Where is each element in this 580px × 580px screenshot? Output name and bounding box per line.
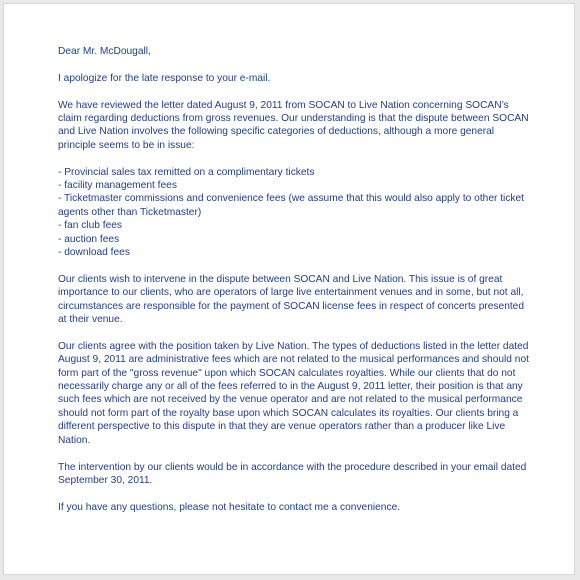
intervene-paragraph: Our clients wish to intervene in the dispute between SOCAN and Live Nation. This issue is of great importance to our clients, who are operators of large live entertainment venues and in some, but not all, circumstances are responsible for the payment of SOCAN license fees in respect of concerts presented at their venue. [58,273,525,326]
deduction-item: - Provincial sales tax remitted on a complimentary tickets [58,166,315,178]
procedure-paragraph: The intervention by our clients would be in accordance with the procedure described in your email dated September 30, 2011. [58,461,527,486]
intro-paragraph: We have reviewed the letter dated August 9, 2011 from SOCAN to Live Nation concerning SOCAN’s claim regarding deductions from gross revenues. Our understanding is that the dispute between SOCAN and Live Nation involves the following specific categories of deductions, although a more general principle seems to be in issue: [58,99,529,151]
deduction-item: - facility management fees [58,180,177,192]
apology-paragraph: I apologize for the late response to your e-mail. [58,72,271,84]
letter-page [3,3,575,575]
deduction-item: - download fees [58,247,130,259]
letter-body [58,45,534,528]
salutation: Dear Mr. McDougall, [58,46,151,57]
deduction-item: - auction fees [58,233,120,245]
deduction-item: - Ticketmaster commissions and convenience fees (we assume that this would also apply to other ticket agents other than Ticketmaster) [58,193,525,218]
deductions-list [58,166,534,260]
deduction-item: - fan club fees [58,220,122,232]
closing-paragraph: If you have any questions, please not hesitate to contact me a convenience. [58,501,401,513]
position-paragraph: Our clients agree with the position taken by Live Nation. The types of deductions listed in the letter dated August 9, 2011 are administrative fees which are not related to the musical performances and should not form part of the "gross revenue" upon which SOCAN calculates royalties. While our clients that do not necessarily charge any or all of the fees referred to in the August 9, 2011 letter, their position is that any such fees which are not received by the venue operator and are not related to the musical performance should not form part of the royalty base upon which SOCAN calculates its royalties. Our clients bring a different perspective to this dispute in that they are venue operators rather than a producer like Live Nation. [58,340,529,446]
